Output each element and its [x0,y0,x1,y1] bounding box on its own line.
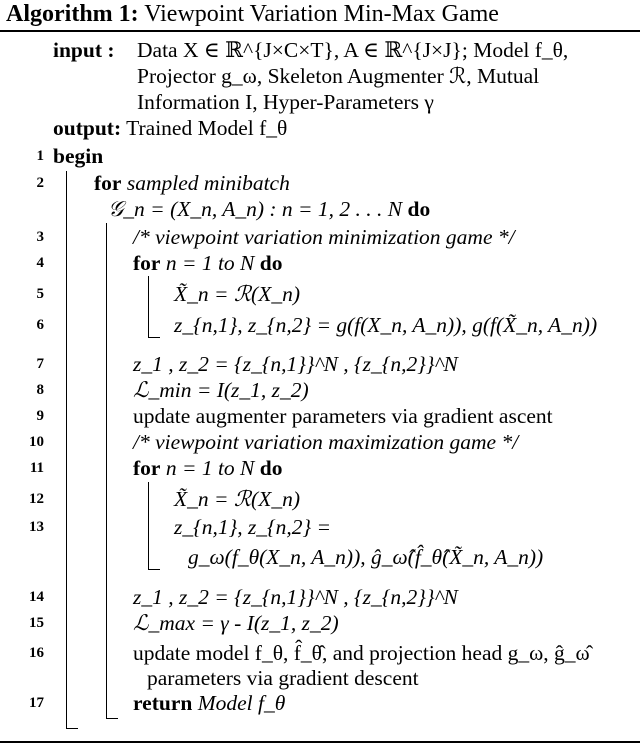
algorithm-label: Algorithm 1: [6,1,139,27]
do-keyword: do [259,251,283,275]
line-number: 15 [29,615,44,631]
output-text: Trained Model f_θ [126,116,288,140]
line-number: 3 [36,229,44,245]
output-line [53,115,287,141]
line-16: update model f_θ, f̂_θ̂, and projection head g_ω, ĝ_ω̂ [133,641,590,665]
line-17 [133,690,285,716]
inner-for-1-scope-end [148,337,160,338]
line-7: z_1 , z_2 = {z_{n,1}}^N , {z_{n,2}}^N [133,352,458,376]
line-9: update augmenter parameters via gradient ascent [133,404,553,428]
line-15: ℒ_max = γ - I(z_1, z_2) [133,611,339,635]
line-number: 12 [29,491,44,507]
line-2-text: sampled minibatch [126,171,290,195]
line-number: 9 [36,408,44,424]
bottom-rule [0,741,640,743]
line-5: X̃_n = ℛ(X_n) [174,282,300,306]
line-number: 13 [29,519,44,535]
input-keyword-line [53,37,115,63]
for-keyword: for [133,251,161,275]
top-rule [0,30,640,32]
for-keyword: for [133,456,161,480]
inner-for-2-scope-line [148,482,149,570]
line-3-comment: /* viewpoint variation minimization game */ [133,225,515,249]
line-17-text: Model f_θ [197,691,286,715]
begin-scope-end [66,728,78,729]
for-keyword: for [94,171,122,195]
line-14: z_1 , z_2 = {z_{n,1}}^N , {z_{n,2}}^N [133,585,458,609]
line-number: 16 [29,645,44,661]
line-12: X̃_n = ℛ(X_n) [174,487,300,511]
line-13: z_{n,1}, z_{n,2} = [174,515,332,539]
line-number: 5 [36,286,44,302]
output-keyword: output: [53,116,122,140]
line-10-comment: /* viewpoint variation maximization game */ [133,430,519,454]
input-line-2: Projector g_ω, Skeleton Augmenter ℛ, Mutual [137,64,540,88]
line-number: 1 [36,148,44,164]
line-number: 6 [36,317,44,333]
line-number: 4 [36,255,44,271]
inner-for-2-scope-end [148,569,160,570]
line-13-cont: g_ω(f_θ(X_n, A_n)), ĝ_ω̂(f̂_θ̂(X̃_n, A_n)) [188,545,544,569]
line-number: 11 [29,460,44,476]
for-scope-end [106,718,118,719]
line-2-math: 𝒢_n = (X_n, A_n) : n = 1, 2 . . . N [108,197,403,221]
line-4 [133,250,283,276]
line-16-cont: parameters via gradient descent [147,666,419,690]
line-8: ℒ_min = I(z_1, z_2) [133,378,309,402]
input-line-3: Information I, Hyper-Parameters γ [137,90,434,114]
line-number: 2 [36,175,44,191]
do-keyword: do [259,456,283,480]
line-number: 8 [36,382,44,398]
input-colon: : [107,38,115,62]
line-6: z_{n,1}, z_{n,2} = g(f(X_n, A_n)), g(f(X̃_n, A_n)) [174,313,598,337]
for-scope-line [106,223,107,719]
line-2 [94,170,290,196]
algorithm-name: Viewpoint Variation Min-Max Game [144,1,499,27]
line-4-math: n = 1 to N [165,251,255,275]
inner-for-1-scope-line [148,276,149,338]
line-11 [133,455,283,481]
line-number: 17 [29,695,44,711]
begin-keyword: begin [53,144,104,168]
do-keyword: do [407,197,431,221]
input-line-1: Data X ∈ ℝ^{J×C×T}, A ∈ ℝ^{J×J}; Model f_θ, [137,38,569,62]
line-2-cont [108,196,430,222]
input-keyword: input [53,38,103,62]
line-number: 7 [36,356,44,372]
begin-scope-line [66,171,67,729]
algorithm-title [6,0,499,28]
line-11-math: n = 1 to N [165,456,255,480]
line-number: 14 [29,589,44,605]
return-keyword: return [133,691,193,715]
line-number: 10 [29,434,44,450]
